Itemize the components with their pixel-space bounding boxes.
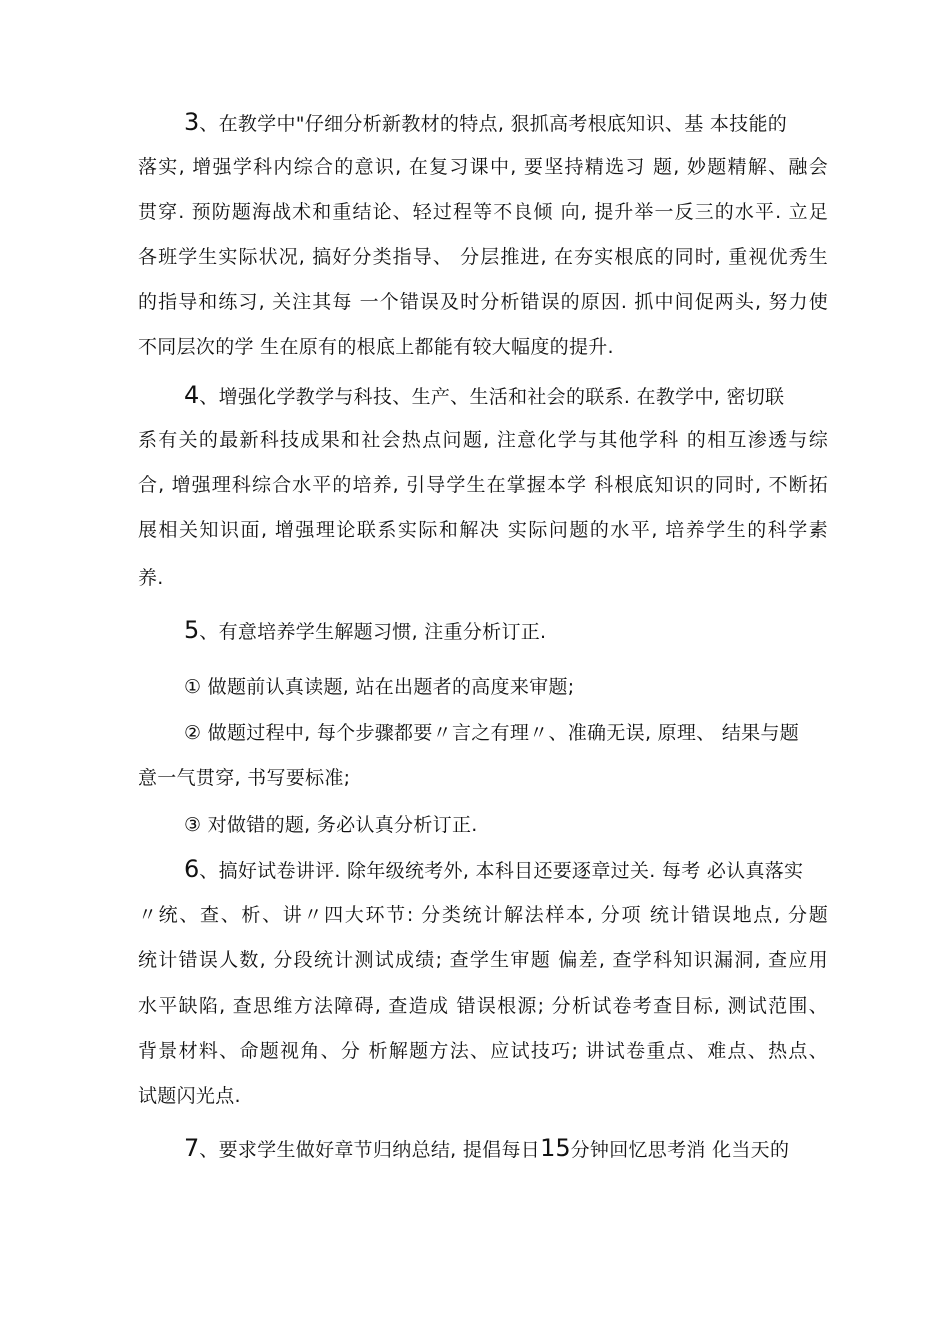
paragraph-7-minutes: 15 [540,1134,571,1162]
paragraph-7-number: 7 [184,1134,200,1162]
paragraph-6-line-6: 试题闪光点. [138,1085,241,1107]
paragraph-7-line-1 [184,1136,874,1162]
paragraph-7-text-a: 、要求学生做好章节归纳总结, 提倡每日 [199,1139,541,1161]
subitem-2-line-1: ② 做题过程中, 每个步骤都要〃言之有理〃、准确无误, 原理、 结果与题 [184,722,800,744]
paragraph-3-line-4: 各班学生实际状况, 搞好分类指导、 分层推进, 在夯实根底的同时, 重视优秀生 [138,246,828,268]
paragraph-5-line-1 [184,618,874,644]
paragraph-6-line-2: 〃统、查、析、讲〃四大环节: 分类统计解法样本, 分项 统计错误地点, 分题 [138,904,828,926]
paragraph-6-number: 6 [184,855,200,883]
paragraph-6-line-4: 水平缺陷, 查思维方法障碍, 查造成 错误根源; 分析试卷考查目标, 测试范围、 [138,995,828,1017]
paragraph-4-text: 、增强化学教学与科技、生产、生活和社会的联系. 在教学中, 密切联 [199,386,785,408]
paragraph-4-number: 4 [184,381,200,409]
subitem-1: ① 做题前认真读题, 站在出题者的高度来审题; [184,676,575,698]
paragraph-4-line-2: 系有关的最新科技成果和社会热点问题, 注意化学与其他学科 的相互渗透与综 [138,429,828,451]
paragraph-4-line-5: 养. [138,567,164,589]
paragraph-4-line-4: 展相关知识面, 增强理论联系实际和解决 实际问题的水平, 培养学生的科学素 [138,519,828,541]
paragraph-6-text: 、搞好试卷讲评. 除年级统考外, 本科目还要逐章过关. 每考 必认真落实 [199,860,804,882]
paragraph-3-line-6: 不同层次的学 生在原有的根底上都能有较大幅度的提升. [138,336,614,358]
paragraph-3-line-1 [184,110,874,136]
paragraph-4-line-1 [184,383,874,409]
paragraph-6-line-3: 统计错误人数, 分段统计测试成绩; 查学生审题 偏差, 查学科知识漏洞, 查应用 [138,949,828,971]
paragraph-3-text: 、在教学中"仔细分析新教材的特点, 狠抓高考根底知识、基 本技能的 [199,113,788,135]
subitem-2-line-2: 意一气贯穿, 书写要标准; [138,767,351,789]
paragraph-3-line-3: 贯穿. 预防题海战术和重结论、轻过程等不良倾 向, 提升举一反三的水平. 立足 [138,201,828,223]
paragraph-3-line-5: 的指导和练习, 关注其每 一个错误及时分析错误的原因. 抓中间促两头, 努力使 [138,291,828,313]
paragraph-3-line-2: 落实, 增强学科内综合的意识, 在复习课中, 要坚持精选习 题, 妙题精解、融会 [138,156,828,178]
subitem-3: ③ 对做错的题, 务必认真分析订正. [184,814,478,836]
paragraph-5-text: 、有意培养学生解题习惯, 注重分析订正. [199,621,547,643]
paragraph-4-line-3: 合, 增强理科综合水平的培养, 引导学生在掌握本学 科根底知识的同时, 不断拓 [138,474,828,496]
paragraph-3-number: 3 [184,108,200,136]
paragraph-5-number: 5 [184,616,200,644]
paragraph-6-line-1 [184,857,874,883]
paragraph-6-line-5: 背景材料、命题视角、分 析解题方法、应试技巧; 讲试卷重点、难点、热点、 [138,1040,828,1062]
paragraph-7-text-b: 分钟回忆思考消 化当天的 [570,1139,790,1161]
